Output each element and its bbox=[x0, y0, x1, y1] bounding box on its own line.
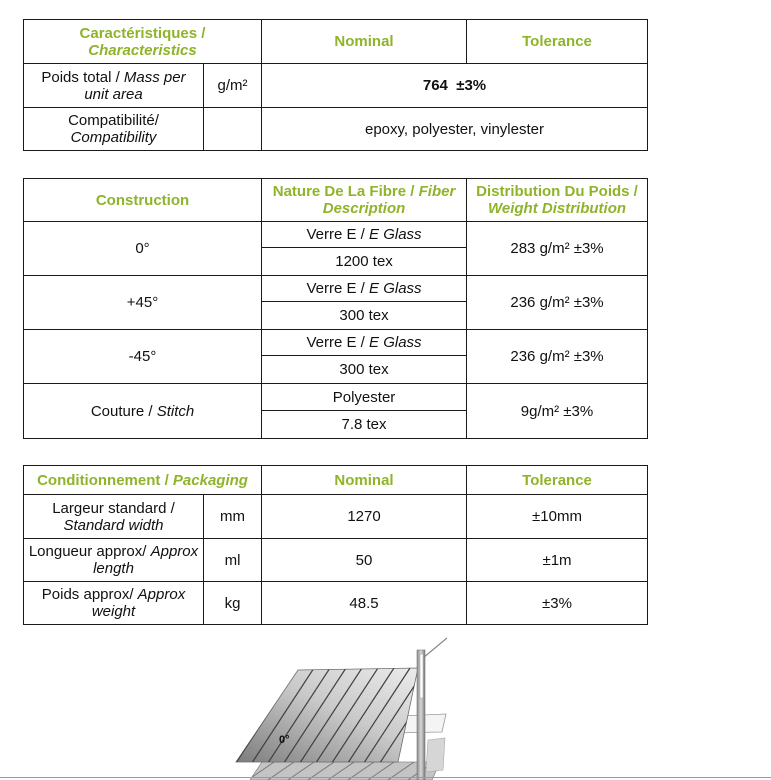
fiber-header bbox=[262, 179, 467, 222]
layer-2-fiber-en: E Glass bbox=[369, 334, 422, 351]
length-tolerance: ±1m bbox=[467, 539, 648, 582]
length-label-en: Approx length bbox=[93, 543, 199, 577]
stitch-fiber: Polyester bbox=[262, 384, 467, 411]
fabric-layers-diagram bbox=[225, 632, 460, 780]
compatibility-row bbox=[24, 108, 648, 151]
characteristics-header-cell bbox=[24, 20, 262, 64]
weight-label bbox=[24, 582, 204, 625]
width-row bbox=[24, 495, 648, 539]
length-unit: ml bbox=[204, 539, 262, 582]
characteristics-title-fr: Caractéristiques / bbox=[79, 24, 206, 42]
fiber-header-fr: Nature De La Fibre / bbox=[272, 183, 419, 200]
compatibility-value: epoxy, polyester, vinylester bbox=[262, 108, 648, 151]
mass-value-cell bbox=[262, 64, 648, 108]
packaging-title-fr: Conditionnement / bbox=[37, 471, 173, 489]
packaging-nominal-header: Nominal bbox=[262, 466, 467, 495]
length-label bbox=[24, 539, 204, 582]
width-unit: mm bbox=[204, 495, 262, 539]
top-layer-angle-label: 0° bbox=[279, 734, 290, 746]
width-tolerance: ±10mm bbox=[467, 495, 648, 539]
weight-label-fr: Poids approx/ bbox=[41, 586, 138, 603]
packaging-tolerance-header: Tolerance bbox=[467, 466, 648, 495]
layer-1-weight: 236 g/m² ±3% bbox=[467, 276, 648, 330]
mass-label bbox=[31, 69, 197, 103]
length-row bbox=[24, 539, 648, 582]
mass-label-cell bbox=[24, 64, 204, 108]
stitch-tex: 7.8 tex bbox=[262, 411, 467, 439]
characteristics-header-row bbox=[24, 20, 648, 64]
mass-value: 764 ±3% bbox=[422, 77, 487, 94]
layer-1-angle: +45° bbox=[24, 276, 262, 330]
layer-0-fiber-en: E Glass bbox=[369, 226, 422, 243]
stitch-thread bbox=[423, 638, 447, 658]
layer-2-fiber-row bbox=[24, 330, 648, 356]
tolerance-header: Tolerance bbox=[467, 20, 648, 64]
compatibility-label-cell bbox=[24, 108, 204, 151]
layer-0-tex: 1200 tex bbox=[262, 248, 467, 276]
top-layer-sheet bbox=[236, 668, 418, 762]
layer-0-fiber bbox=[262, 222, 467, 248]
weight-tolerance: ±3% bbox=[467, 582, 648, 625]
stitch-weight: 9g/m² ±3% bbox=[467, 384, 648, 439]
weight-row bbox=[24, 582, 648, 625]
characteristics-table bbox=[23, 19, 648, 151]
construction-table bbox=[23, 178, 648, 439]
width-label-en: Standard width bbox=[63, 516, 164, 534]
fiber-header-en: Fiber Description bbox=[322, 183, 456, 217]
packaging-header bbox=[24, 466, 262, 495]
width-label bbox=[24, 495, 204, 539]
layer-2-angle: -45° bbox=[24, 330, 262, 384]
stitch-fiber-row bbox=[24, 384, 648, 411]
packaging-title-en: Packaging bbox=[172, 471, 248, 489]
layer-0-fiber-fr: Verre E / bbox=[306, 226, 370, 243]
length-label-fr: Longueur approx/ bbox=[28, 543, 151, 560]
compatibility-label-fr: Compatibilité/ bbox=[68, 112, 159, 129]
stitch-label-fr: Couture / bbox=[90, 402, 157, 420]
layer-1-fiber bbox=[262, 276, 467, 302]
length-nominal: 50 bbox=[262, 539, 467, 582]
characteristics-title-en: Characteristics bbox=[88, 41, 197, 59]
packaging-header-row bbox=[24, 466, 648, 495]
width-label-fr: Largeur standard / bbox=[52, 499, 175, 517]
layer-0-weight: 283 g/m² ±3% bbox=[467, 222, 648, 276]
layer-2-weight: 236 g/m² ±3% bbox=[467, 330, 648, 384]
compatibility-unit-cell bbox=[204, 108, 262, 151]
layer-0-angle: 0° bbox=[24, 222, 262, 276]
width-nominal: 1270 bbox=[262, 495, 467, 539]
page-bottom-rule bbox=[0, 777, 771, 778]
stitch-label bbox=[24, 384, 262, 439]
layer-1-fiber-row bbox=[24, 276, 648, 302]
layer-1-fiber-fr: Verre E / bbox=[306, 280, 370, 297]
weight-nominal: 48.5 bbox=[262, 582, 467, 625]
stitch-rod-highlight bbox=[420, 654, 423, 698]
mass-label-en: Mass per unit area bbox=[84, 68, 186, 103]
layer-edge-shadow bbox=[426, 738, 445, 772]
construction-header: Construction bbox=[24, 179, 262, 222]
layer-2-fiber bbox=[262, 330, 467, 356]
layer-1-tex: 300 tex bbox=[262, 302, 467, 330]
mass-row bbox=[24, 64, 648, 108]
layer-1-fiber-en: E Glass bbox=[369, 280, 422, 297]
weight-label-en: Approx weight bbox=[91, 586, 186, 620]
construction-header-row bbox=[24, 179, 648, 222]
mass-unit: g/m² bbox=[204, 64, 262, 108]
mass-label-fr: Poids total / bbox=[41, 68, 124, 86]
weight-unit: kg bbox=[204, 582, 262, 625]
stitch-label-en: Stitch bbox=[156, 402, 195, 420]
nominal-header: Nominal bbox=[262, 20, 467, 64]
distribution-header-en: Weight Distribution bbox=[487, 200, 627, 217]
layer-0-fiber-row bbox=[24, 222, 648, 248]
layer-2-tex: 300 tex bbox=[262, 356, 467, 384]
distribution-header bbox=[467, 179, 648, 222]
packaging-table bbox=[23, 465, 648, 625]
layer-2-fiber-fr: Verre E / bbox=[306, 334, 370, 351]
distribution-header-fr: Distribution Du Poids / bbox=[476, 183, 638, 200]
compatibility-label-en: Compatibility bbox=[70, 129, 157, 146]
